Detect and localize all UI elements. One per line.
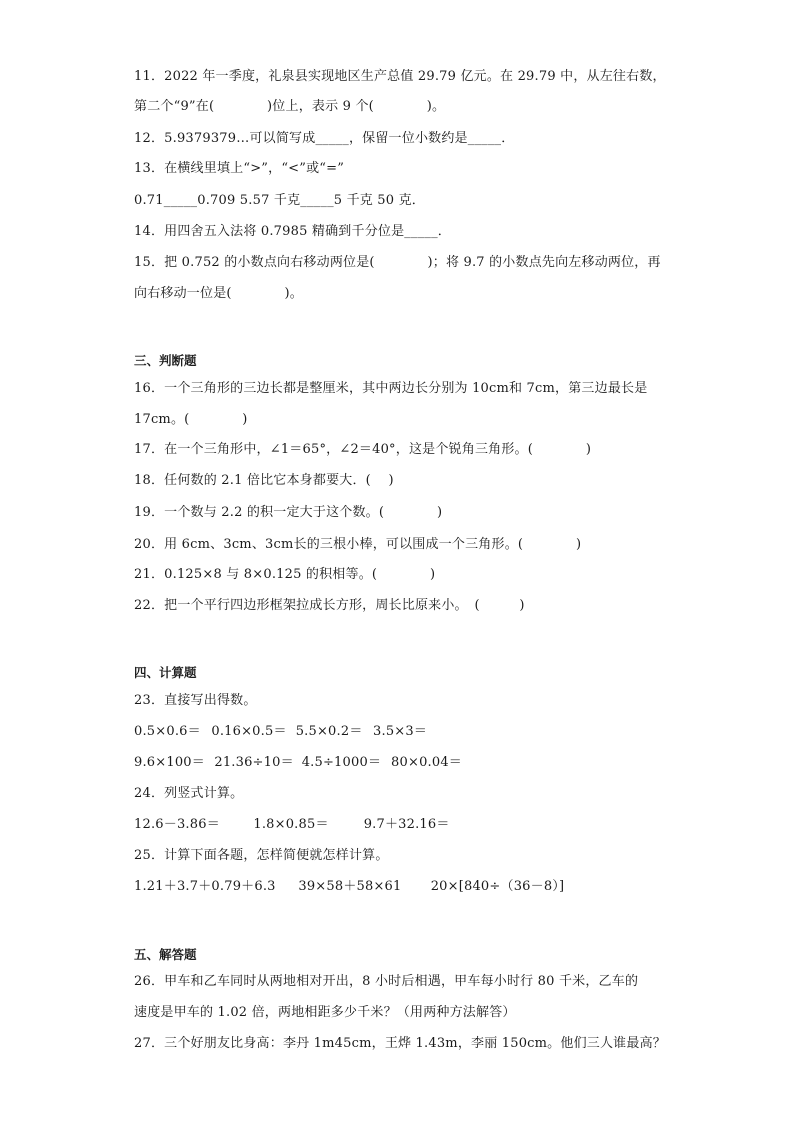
question-15-line-2: 向右移动一位是( )。 <box>134 286 303 301</box>
q23-expr-6: 21.36÷10＝ <box>214 755 294 770</box>
question-27: 27．三个好朋友比身高：李丹 1m45cm，王烨 1.43m，李丽 150cm。他们三人谁最高？ <box>134 1036 666 1051</box>
question-26-line-2: 速度是甲车的 1.02 倍，两地相距多少千米？（用两种方法解答） <box>134 1005 516 1020</box>
q25-expr-1: 1.21＋3.7＋0.79＋6.3 <box>134 879 276 894</box>
q23-expr-7: 4.5÷1000＝ <box>301 755 382 770</box>
section-4-title: 四、计算题 <box>134 665 197 680</box>
q25-expr-2: 39×58＋58×61 <box>298 879 402 894</box>
question-19: 19．一个数与 2.2 的积一定大于这个数。( ) <box>134 505 443 520</box>
q23-row-2 <box>134 754 462 772</box>
question-16-line-2: 17cm。( ) <box>134 412 248 427</box>
section-5-title: 五、解答题 <box>134 947 197 962</box>
question-22: 22．把一个平行四边形框架拉成长方形，周长比原来小。 ( ) <box>134 598 525 613</box>
q23-expr-2: 0.16×0.5＝ <box>211 724 287 739</box>
question-16-line-1: 16．一个三角形的三边长都是整厘米，其中两边长分别为 10cm和 7cm，第三边最长是 <box>134 381 648 396</box>
question-13-line-2: 0.71_____0.709 5.57 千克_____5 千克 50 克． <box>134 193 425 208</box>
q25-expr-3: 20×[840÷（36－8）] <box>430 879 565 894</box>
q23-expr-1: 0.5×0.6＝ <box>134 724 201 739</box>
question-26-line-1: 26．甲车和乙车同时从两地相对开出，8 小时后相遇，甲车每小时行 80 千米，乙车的 <box>134 974 639 989</box>
q23-expr-4: 3.5×3＝ <box>373 724 428 739</box>
q23-expr-8: 80×0.04＝ <box>391 755 463 770</box>
question-13-line-1: 13．在横线里填上“>”，“<”或“=” <box>134 161 345 176</box>
question-17: 17．在一个三角形中，∠1＝65°，∠2＝40°，这是个锐角三角形。( ) <box>134 442 592 457</box>
question-12: 12．5.9379379…可以简写成_____，保留一位小数约是_____． <box>134 131 515 146</box>
q23-expr-3: 5.5×0.2＝ <box>295 724 363 739</box>
q24-expr-2: 1.8×0.85＝ <box>253 817 329 832</box>
question-15-line-1: 15．把 0.752 的小数点向右移动两位是( )；将 9.7 的小数点先向左移动两位，再 <box>134 255 661 270</box>
q24-expr-3: 9.7＋32.16＝ <box>363 817 450 832</box>
question-23: 23．直接写出得数。 <box>134 693 257 708</box>
q23-row-1 <box>134 723 427 741</box>
q23-expr-5: 9.6×100＝ <box>134 755 205 770</box>
question-18: 18．任何数的 2.1 倍比它本身都要大．( ) <box>134 473 394 488</box>
question-14: 14．用四舍五入法将 0.7985 精确到千分位是_____． <box>134 224 451 239</box>
question-21: 21．0.125×8 与 8×0.125 的积相等。( ) <box>134 567 436 582</box>
question-11-line-1: 11．2022 年一季度，礼泉县实现地区生产总值 29.79 亿元。在 29.79 中，从左往右数， <box>134 69 666 84</box>
question-11-line-2: 第二个“9”在( )位上，表示 9 个( )。 <box>134 99 446 114</box>
question-20: 20．用 6cm、3cm、3cm长的三根小棒，可以围成一个三角形。( ) <box>134 537 582 552</box>
q25-row <box>134 878 564 896</box>
question-25: 25．计算下面各题，怎样简便就怎样计算。 <box>134 848 389 863</box>
question-24: 24．列竖式计算。 <box>134 786 244 801</box>
q24-expr-1: 12.6－3.86＝ <box>134 817 220 832</box>
q24-row <box>134 816 450 834</box>
section-3-title: 三、判断题 <box>134 353 197 368</box>
